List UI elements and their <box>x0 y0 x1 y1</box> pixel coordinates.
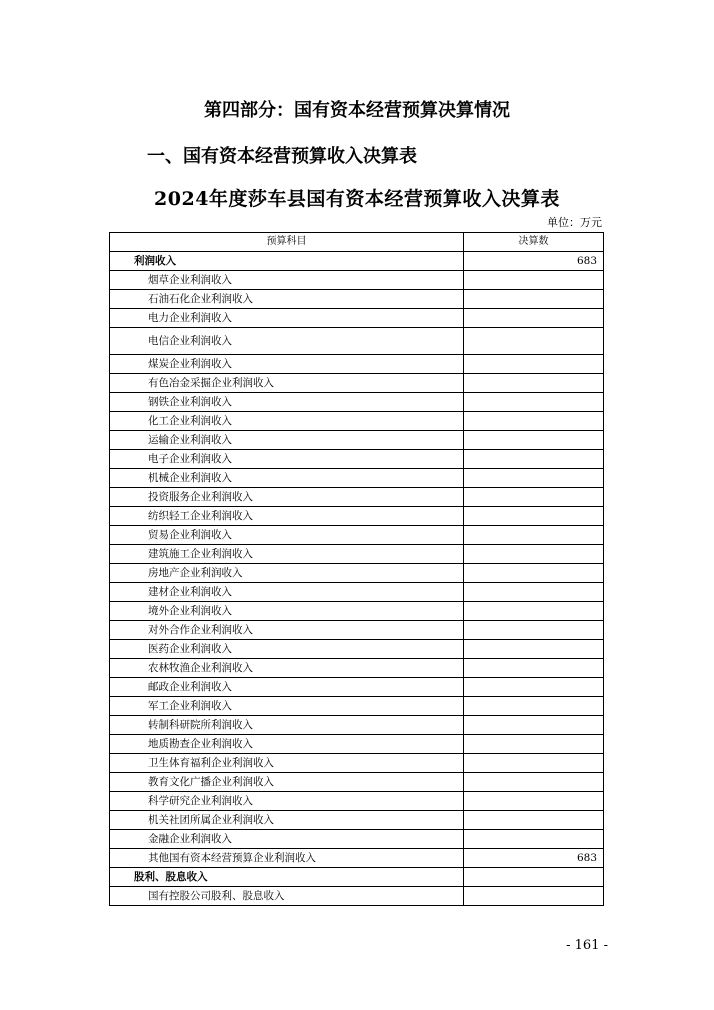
row-amount <box>464 583 604 602</box>
row-amount <box>464 393 604 412</box>
page-number: - 161 - <box>566 938 608 953</box>
table-row <box>110 564 604 583</box>
table-header-row <box>110 233 604 252</box>
row-subject: 运输企业利润收入 <box>110 431 464 450</box>
table-row <box>110 716 604 735</box>
table-category-row <box>110 252 604 271</box>
row-amount <box>464 640 604 659</box>
table-row <box>110 431 604 450</box>
row-amount <box>464 271 604 290</box>
row-subject: 建筑施工企业利润收入 <box>110 545 464 564</box>
table-row <box>110 773 604 792</box>
row-amount: 683 <box>464 849 604 868</box>
row-amount <box>464 773 604 792</box>
row-amount <box>464 754 604 773</box>
row-subject: 金融企业利润收入 <box>110 830 464 849</box>
row-amount <box>464 488 604 507</box>
row-subject: 教育文化广播企业利润收入 <box>110 773 464 792</box>
row-amount <box>464 792 604 811</box>
row-subject: 对外合作企业利润收入 <box>110 621 464 640</box>
table-row <box>110 412 604 431</box>
row-subject: 地质勘查企业利润收入 <box>110 735 464 754</box>
row-subject: 房地产企业利润收入 <box>110 564 464 583</box>
table-row <box>110 469 604 488</box>
row-subject: 卫生体育福利企业利润收入 <box>110 754 464 773</box>
row-amount <box>464 564 604 583</box>
row-amount <box>464 355 604 374</box>
section-title: 一、国有资本经营预算收入决算表 <box>147 146 417 167</box>
row-subject: 利润收入 <box>110 252 464 271</box>
row-subject: 农林牧渔企业利润收入 <box>110 659 464 678</box>
row-amount <box>464 431 604 450</box>
part-title: 第四部分：国有资本经营预算决算情况 <box>204 100 510 121</box>
row-amount <box>464 830 604 849</box>
row-subject: 其他国有资本经营预算企业利润收入 <box>110 849 464 868</box>
row-amount <box>464 868 604 887</box>
row-subject: 医药企业利润收入 <box>110 640 464 659</box>
table-row <box>110 583 604 602</box>
row-amount <box>464 545 604 564</box>
row-subject: 境外企业利润收入 <box>110 602 464 621</box>
row-amount <box>464 621 604 640</box>
table-row <box>110 697 604 716</box>
row-amount <box>464 716 604 735</box>
table-row <box>110 735 604 754</box>
row-subject: 烟草企业利润收入 <box>110 271 464 290</box>
table-row <box>110 271 604 290</box>
row-amount <box>464 469 604 488</box>
table-title: 2024年度莎车县国有资本经营预算收入决算表 <box>154 188 560 210</box>
row-subject: 煤炭企业利润收入 <box>110 355 464 374</box>
row-subject: 转制科研院所利润收入 <box>110 716 464 735</box>
table-row <box>110 659 604 678</box>
row-amount <box>464 290 604 309</box>
row-amount <box>464 602 604 621</box>
row-amount <box>464 697 604 716</box>
row-subject: 电信企业利润收入 <box>110 328 464 355</box>
table-row <box>110 678 604 697</box>
table-row <box>110 355 604 374</box>
table-body <box>110 252 604 906</box>
row-subject: 石油石化企业利润收入 <box>110 290 464 309</box>
row-subject: 贸易企业利润收入 <box>110 526 464 545</box>
table-row <box>110 526 604 545</box>
row-amount <box>464 507 604 526</box>
table-row <box>110 488 604 507</box>
table-row <box>110 309 604 328</box>
table-row <box>110 887 604 906</box>
row-amount <box>464 412 604 431</box>
revenue-table <box>109 232 604 906</box>
row-amount <box>464 678 604 697</box>
row-subject: 投资服务企业利润收入 <box>110 488 464 507</box>
table-row <box>110 602 604 621</box>
row-subject: 机械企业利润收入 <box>110 469 464 488</box>
row-amount <box>464 887 604 906</box>
row-subject: 有色冶金采掘企业利润收入 <box>110 374 464 393</box>
row-subject: 邮政企业利润收入 <box>110 678 464 697</box>
row-amount <box>464 526 604 545</box>
row-subject: 机关社团所属企业利润收入 <box>110 811 464 830</box>
table-row <box>110 830 604 849</box>
table-row <box>110 545 604 564</box>
row-amount <box>464 659 604 678</box>
table-row <box>110 328 604 355</box>
row-subject: 股利、股息收入 <box>110 868 464 887</box>
table-row <box>110 640 604 659</box>
row-amount <box>464 735 604 754</box>
row-amount <box>464 309 604 328</box>
row-subject: 军工企业利润收入 <box>110 697 464 716</box>
table-row <box>110 290 604 309</box>
row-subject: 电子企业利润收入 <box>110 450 464 469</box>
row-subject: 纺织轻工企业利润收入 <box>110 507 464 526</box>
table-row <box>110 374 604 393</box>
row-amount <box>464 374 604 393</box>
row-amount <box>464 328 604 355</box>
row-amount <box>464 811 604 830</box>
row-amount <box>464 450 604 469</box>
table-row <box>110 507 604 526</box>
table-row <box>110 754 604 773</box>
row-subject: 电力企业利润收入 <box>110 309 464 328</box>
table-row <box>110 621 604 640</box>
column-header-subject: 预算科目 <box>110 233 464 252</box>
row-subject: 化工企业利润收入 <box>110 412 464 431</box>
column-header-amount: 决算数 <box>464 233 604 252</box>
table-category-row <box>110 868 604 887</box>
unit-label: 单位：万元 <box>547 216 602 229</box>
table-row <box>110 792 604 811</box>
row-subject: 国有控股公司股利、股息收入 <box>110 887 464 906</box>
row-subject: 钢铁企业利润收入 <box>110 393 464 412</box>
table-row <box>110 450 604 469</box>
table-row <box>110 849 604 868</box>
row-amount: 683 <box>464 252 604 271</box>
table-row <box>110 811 604 830</box>
table-row <box>110 393 604 412</box>
row-subject: 科学研究企业利润收入 <box>110 792 464 811</box>
row-subject: 建材企业利润收入 <box>110 583 464 602</box>
